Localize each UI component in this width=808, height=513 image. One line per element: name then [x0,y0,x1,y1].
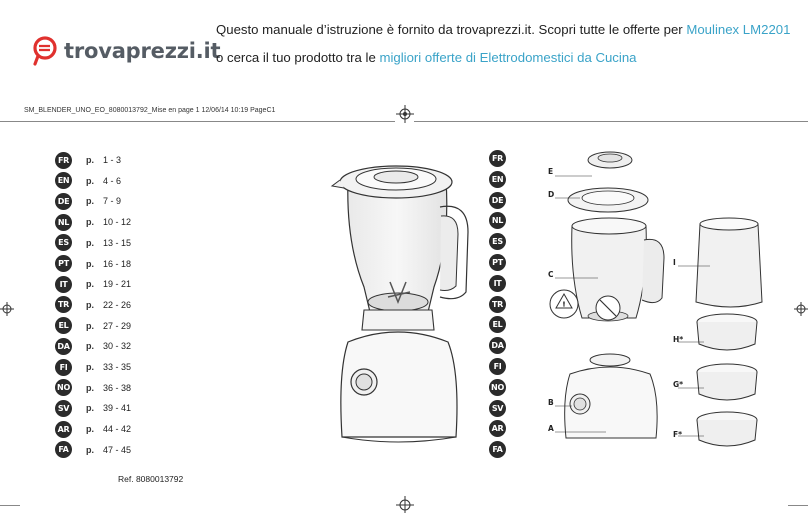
list-item[interactable]: SV p. 39 - 41 [55,399,72,417]
language-badge: DA [489,337,506,354]
language-badge: NO [55,379,72,396]
list-item[interactable]: ES p. 13 - 15 [55,234,72,252]
language-badge: EN [55,172,72,189]
list-item[interactable]: EL p. 27 - 29 [55,317,72,335]
language-badge: PT [55,255,72,272]
language-badge: TR [55,296,72,313]
trovaprezzi-logo-icon [32,36,60,66]
part-label-h: H* [673,335,684,344]
language-badge: IT [55,276,72,293]
language-badge: EL [489,316,506,333]
language-badge: PT [489,254,506,271]
category-link[interactable]: migliori offerte di Elettrodomestici da Cucina [379,50,637,65]
reference-number: Ref. 8080013792 [118,474,184,484]
part-label-i: I [673,258,676,267]
list-item[interactable]: DE p. 7 - 9 [55,192,72,210]
trim-mark-bl [0,505,20,506]
registration-mark-bottom [396,496,414,513]
language-badge: SV [55,400,72,417]
language-badge: TR [489,296,506,313]
blender-exploded-diagram [540,148,665,448]
language-badge: AR [55,421,72,438]
language-badge: FI [489,358,506,375]
language-badge: NL [489,212,506,229]
list-item[interactable]: FR p. 1 - 3 [55,151,72,169]
language-badge: IT [489,275,506,292]
language-badge: DE [55,193,72,210]
trim-mark-br [788,505,808,506]
list-item[interactable]: FA p. 47 - 45 [55,441,72,459]
language-badge: NL [55,214,72,231]
part-label-g: G* [673,380,684,389]
list-item[interactable]: EN p. 4 - 6 [55,172,72,190]
list-item[interactable]: NL p. 10 - 12 [55,213,72,231]
list-item[interactable]: PT p. 16 - 18 [55,255,72,273]
part-label-e: E [548,167,554,176]
language-badge: FI [55,359,72,376]
list-item[interactable]: DA p. 30 - 32 [55,337,72,355]
part-label-c: C [548,270,554,279]
print-info: SM_BLENDER_UNO_EO_8080013792_Mise en page 1 12/06/14 10:19 PageC1 [24,107,276,114]
part-label-f: F* [673,430,683,439]
blender-illustration-large [328,152,478,452]
language-badge: FR [489,150,506,167]
trim-line-top-left [0,121,395,122]
language-badge: FR [55,152,72,169]
language-badge: NO [489,379,506,396]
part-label-d: D [548,190,555,199]
language-badge: ES [55,234,72,251]
header-line-2-text: o cerca il tuo prodotto tra le [216,50,380,65]
header-line-1-text: Questo manuale d’istruzione è fornito da trovaprezzi.it. Scopri tutte le offerte per [216,22,687,37]
language-badge: EL [55,317,72,334]
list-item[interactable]: TR p. 22 - 26 [55,296,72,314]
language-badge: ES [489,233,506,250]
accessories-illustration [670,214,765,454]
registration-mark-right [794,302,808,316]
language-badge: FA [55,441,72,458]
list-item[interactable]: IT p. 19 - 21 [55,275,72,293]
language-badge: FA [489,441,506,458]
product-link[interactable]: Moulinex LM2201 [686,22,791,37]
trim-line-top-right [414,121,808,122]
language-badge: SV [489,400,506,417]
list-item[interactable]: FI p. 33 - 35 [55,358,72,376]
logo-text: trovaprezzi.it [64,39,221,63]
svg-text:!: ! [562,300,566,309]
language-badge: DE [489,192,506,209]
logo[interactable] [32,36,220,66]
registration-mark-top [396,105,414,123]
language-badge: AR [489,420,506,437]
header-line-1 [216,22,790,37]
part-label-b: B [548,398,554,407]
list-item[interactable]: AR p. 44 - 42 [55,420,72,438]
language-badge: DA [55,338,72,355]
part-label-a: A [548,424,554,433]
header-line-2 [216,50,637,65]
list-item[interactable]: NO p. 36 - 38 [55,379,72,397]
registration-mark-left [0,302,14,316]
language-badge: EN [489,171,506,188]
